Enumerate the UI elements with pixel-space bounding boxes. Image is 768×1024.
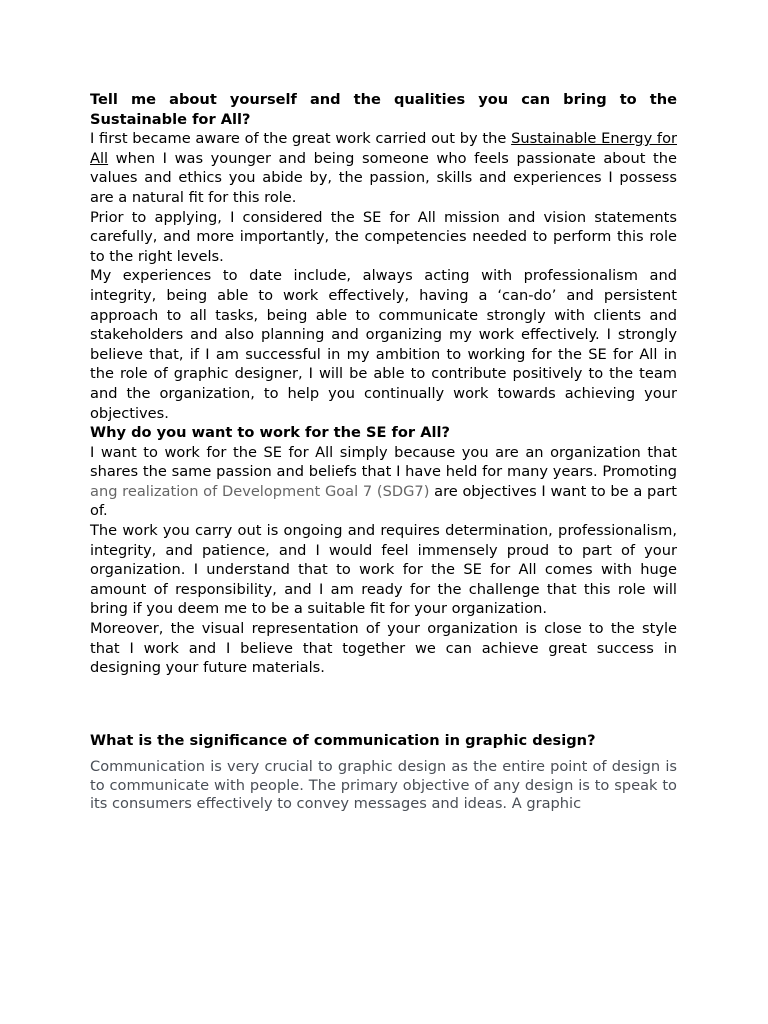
paragraph-awareness	[90, 129, 677, 207]
paragraph-communication: Communication is very crucial to graphic design as the entire point of design is to communicate with people. The primary objective of any design is to speak to its consumers effectively to convey messages and ideas. A graphic	[90, 758, 677, 813]
paragraph-text: are objectives I want to be a part of.	[90, 482, 677, 520]
paragraph-ongoing-work: The work you carry out is ongoing and requires determination, professionalism, integrity, and patience, and I would feel immensely proud to part of your organization. I understand that to work for the SE for All comes with huge amount of responsibility, and I am ready for the challenge that this role will bring if you deem me to be a suitable fit for your organization.	[90, 522, 677, 618]
sustainable-energy-link[interactable]: Sustainable Energy for All	[90, 130, 677, 167]
question-heading-about-yourself: Tell me about yourself and the qualities you can bring to the Sustainable for All?	[90, 91, 677, 128]
sdg7-phrase: ang realization of Development Goal 7 (SDG7)	[90, 482, 430, 500]
paragraph-why-work	[90, 443, 677, 521]
document-page	[90, 90, 677, 814]
paragraph-text: I want to work for the SE for All simply because you are an organization that shares the same passion and beliefs that I have held for many years. Promoting	[90, 443, 677, 481]
question-heading-why-work: Why do you want to work for the SE for All?	[90, 424, 450, 442]
paragraph-text: I first became aware of the great work carried out by the	[90, 130, 512, 148]
paragraph-visual-representation: Moreover, the visual representation of your organization is close to the style that I work and I believe that together we can achieve great success in designing your future materials.	[90, 620, 677, 677]
paragraph-text: when I was younger and being someone who feels passionate about the values and ethics you abide by, the passion, skills and experiences I possess are a natural fit for this role.	[90, 149, 677, 206]
paragraph-prior-to-applying: Prior to applying, I considered the SE for All mission and vision statements carefully, and more importantly, the competencies needed to perform this role to the right levels.	[90, 208, 677, 265]
question-heading-communication: What is the significance of communication in graphic design?	[90, 731, 596, 749]
paragraph-experiences: My experiences to date include, always acting with professionalism and integrity, being able to work effectively, having a ‘can-do’ and persistent approach to all tasks, being able to communicate strongly with clients and stakeholders and also planning and organizing my work effectively. I strongly believe that, if I am successful in my ambition to working for the SE for All in the role of graphic designer, I will be able to contribute positively to the team and the organization, to help you continually work towards achieving your objectives.	[90, 267, 677, 422]
